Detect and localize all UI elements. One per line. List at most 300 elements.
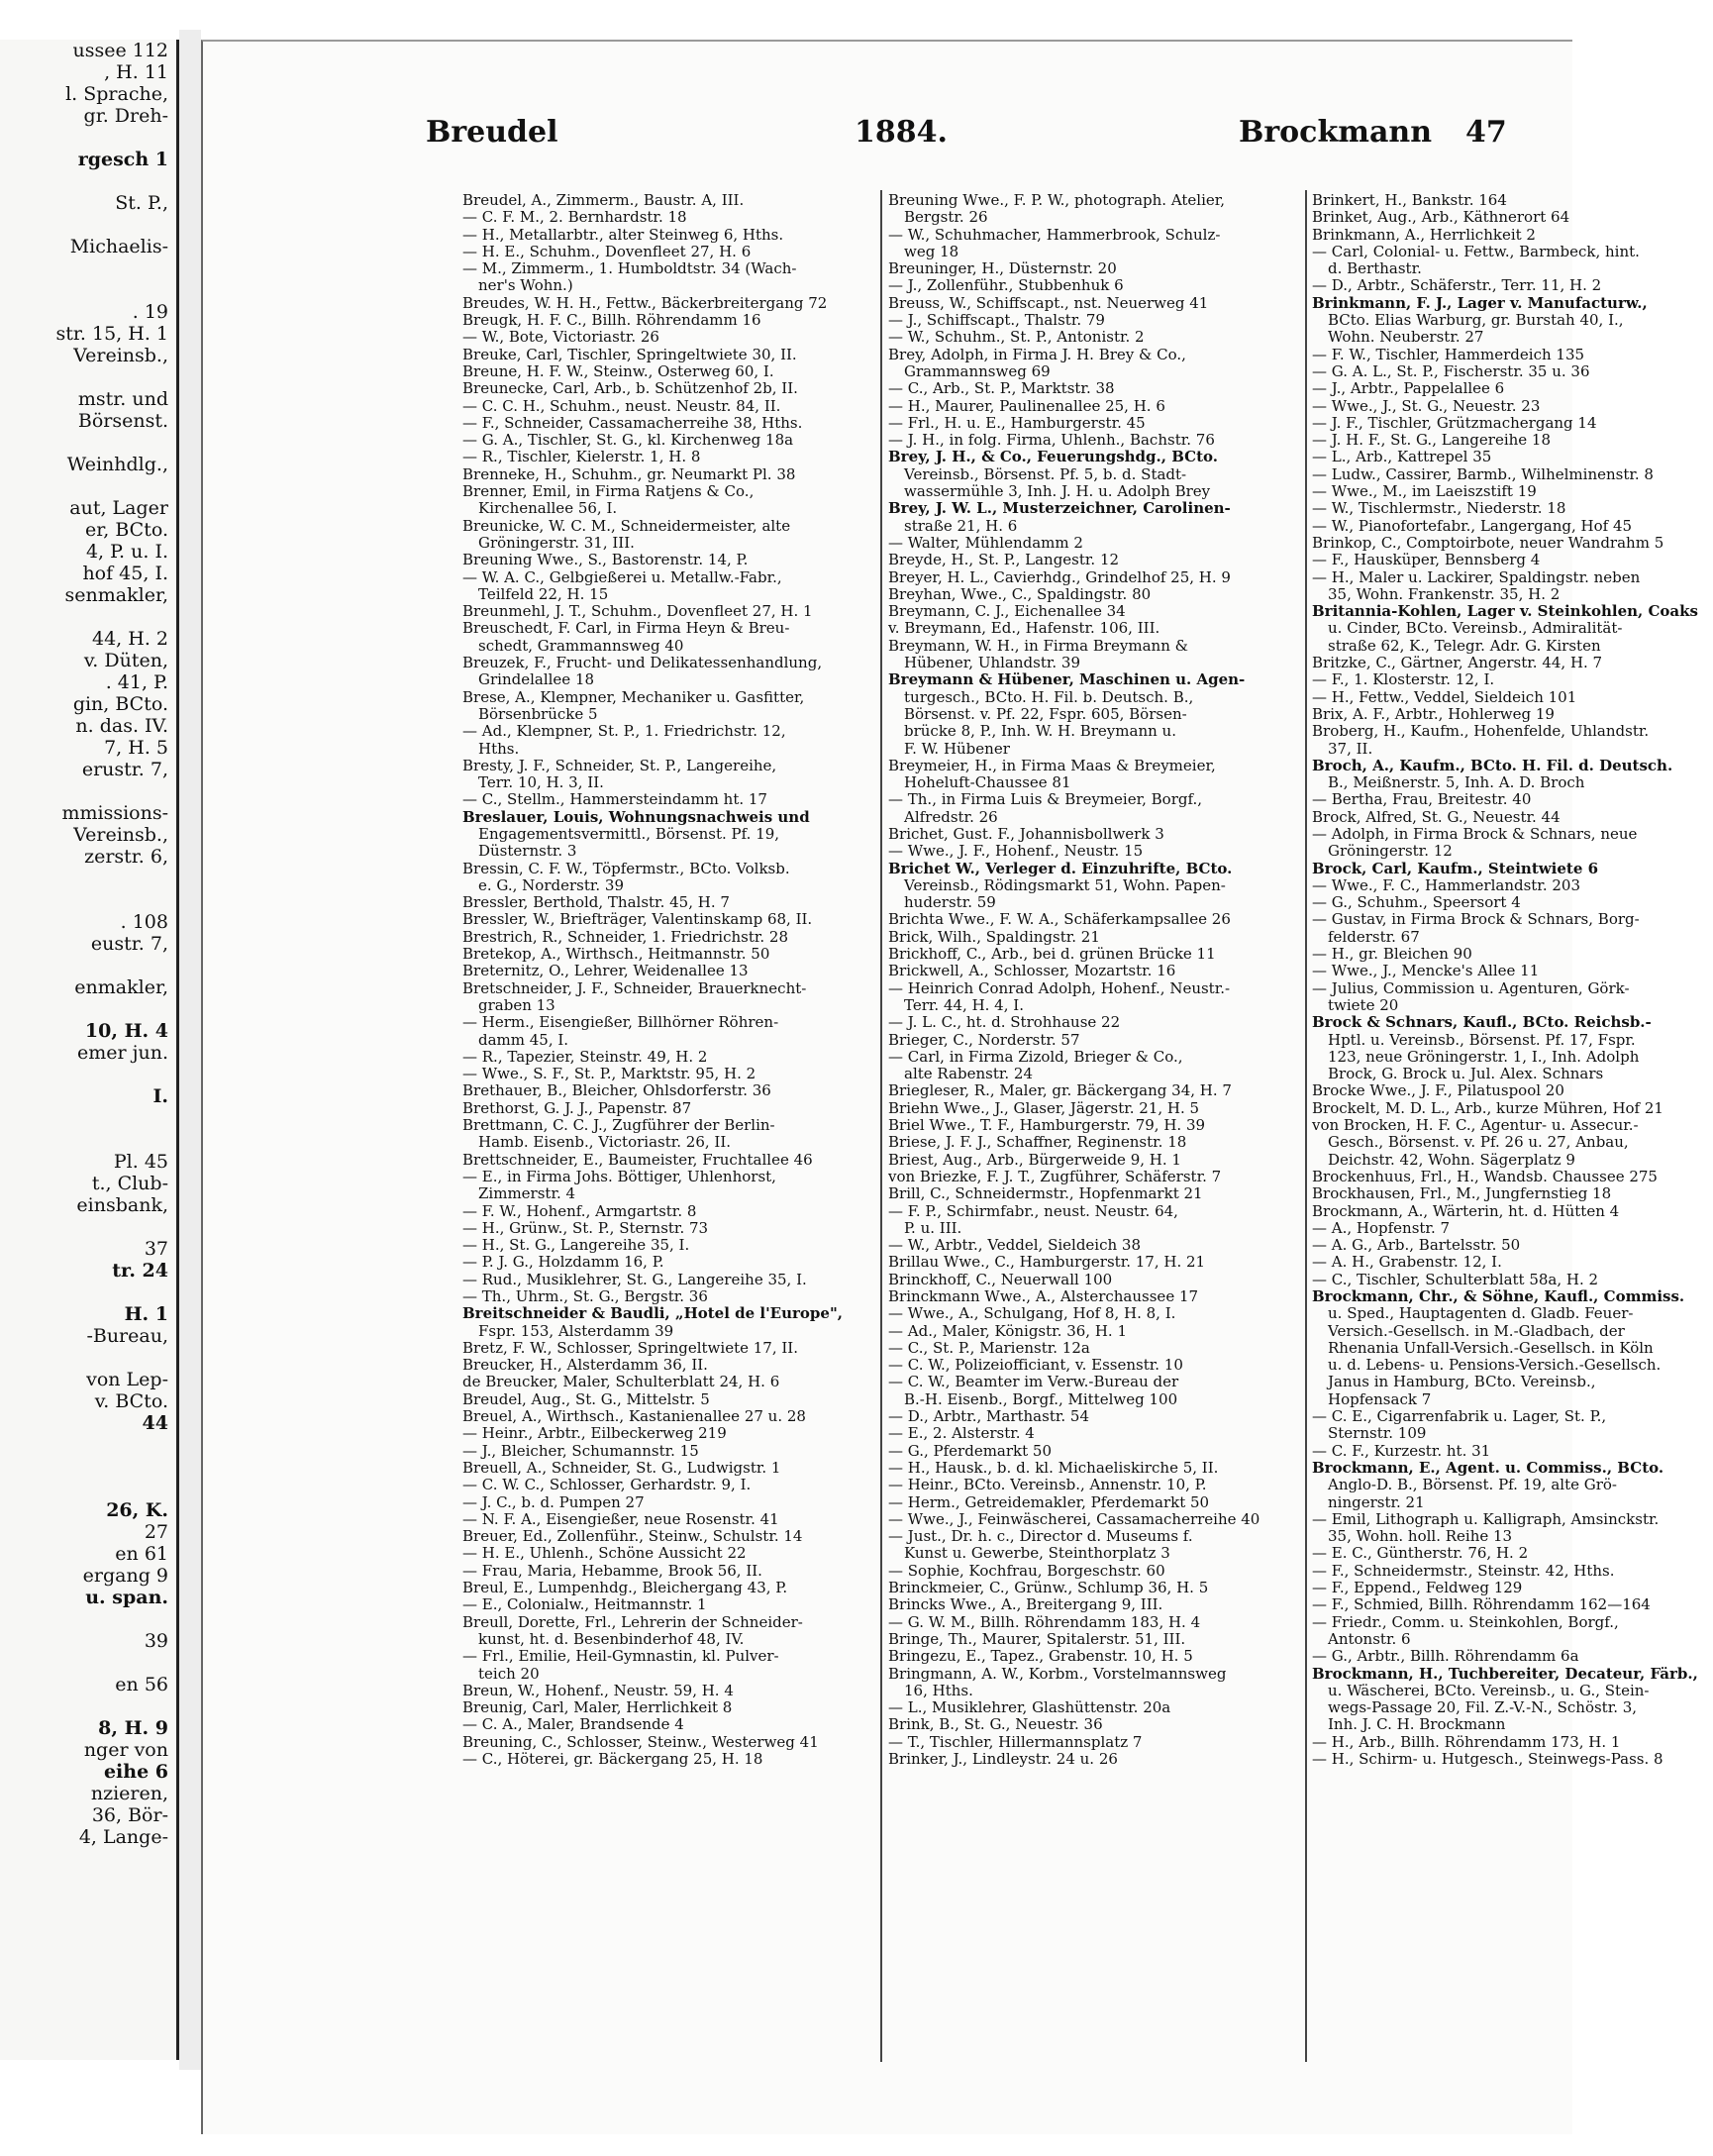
- directory-entry-line: — Carl, in Firma Zizold, Brieger & Co.,: [888, 1047, 1183, 1066]
- directory-entry-line: Brill, C., Schneidermstr., Hopfenmarkt 21: [888, 1184, 1203, 1203]
- directory-entry-line: Grindelallee 18: [478, 670, 595, 689]
- prev-page-line: . 19: [132, 301, 168, 323]
- directory-entry-line: — R., Tischler, Kielerstr. 1, H. 8: [462, 448, 701, 466]
- prev-page-line: [0, 1608, 176, 1630]
- directory-entry-line: Teilfeld 22, H. 15: [478, 584, 609, 603]
- directory-entry-line: Zimmerstr. 4: [478, 1184, 576, 1203]
- directory-entry-line: Brey, Adolph, in Firma J. H. Brey & Co.,: [888, 345, 1186, 363]
- directory-entry-line: Brethauer, B., Bleicher, Ohlsdorferstr. 36: [462, 1081, 771, 1100]
- directory-entry-line: — C. E., Cigarrenfabrik u. Lager, St. P.,: [1312, 1407, 1607, 1426]
- directory-entry-line: v. Breymann, Ed., Hafenstr. 106, III.: [888, 619, 1160, 638]
- directory-entry-line: — T., Tischler, Hillermannsplatz 7: [888, 1732, 1143, 1751]
- prev-page-line: Vereinsb.,: [73, 345, 168, 366]
- directory-entry-line: Breuning, C., Schlosser, Steinw., Westerweg 41: [462, 1732, 819, 1751]
- directory-entry-line: Britzke, C., Gärtner, Angerstr. 44, H. 7: [1312, 654, 1603, 672]
- directory-entry-line: Bresty, J. F., Schneider, St. P., Langereihe,: [462, 756, 777, 774]
- directory-entry-line: ningerstr. 21: [1328, 1492, 1425, 1511]
- directory-entry-line: Breyer, H. L., Cavierhdg., Grindelhof 25, H. 9: [888, 567, 1231, 586]
- directory-entry-line: — Emil, Lithograph u. Kalligraph, Amsinckstr.: [1312, 1509, 1660, 1528]
- page-header: [203, 115, 1574, 164]
- column-left: [462, 192, 870, 2054]
- directory-entry-line: Gesch., Börsenst. v. Pf. 26 u. 27, Anbau,: [1328, 1133, 1629, 1152]
- directory-entry-line: Brockmann, E., Agent. u. Commiss., BCto.: [1312, 1458, 1664, 1477]
- directory-entry-line: — Herm., Getreidemakler, Pferdemarkt 50: [888, 1492, 1210, 1511]
- directory-entry-line: Brettmann, C. C. J., Zugführer der Berlin-: [462, 1116, 775, 1135]
- directory-entry-line: — Walter, Mühlendamm 2: [888, 533, 1083, 552]
- directory-entry-line: Brenneke, H., Schuhm., gr. Neumarkt Pl. 38: [462, 464, 796, 483]
- directory-entry-line: Alfredstr. 26: [904, 807, 998, 826]
- directory-entry-line: — Wwe., J., St. G., Neuestr. 23: [1312, 396, 1541, 415]
- directory-entry-line: — F., Hausküper, Bennsberg 4: [1312, 551, 1541, 569]
- directory-entry-line: Brockmann, H., Tuchbereiter, Decateur, Färb.,: [1312, 1664, 1698, 1683]
- directory-entry-line: Brix, A. F., Arbtr., Hohlerweg 19: [1312, 704, 1555, 723]
- directory-entry-line: — G., Pferdemarkt 50: [888, 1441, 1052, 1460]
- header-first-entry: Breudel: [426, 115, 558, 150]
- directory-entry-line: damm 45, I.: [478, 1030, 569, 1049]
- directory-entry-line: Breyde, H., St. P., Langestr. 12: [888, 551, 1120, 569]
- prev-page-line: . 108: [120, 911, 168, 933]
- prev-page-line: [0, 1216, 176, 1238]
- prev-page-line: einsbank,: [76, 1194, 168, 1216]
- directory-entry-line: — Sophie, Kochfrau, Borgeschstr. 60: [888, 1561, 1165, 1580]
- directory-entry-line: Breuss, W., Schiffscapt., nst. Neuerweg 41: [888, 293, 1209, 312]
- directory-entry-line: Deichstr. 42, Wohn. Sägerplatz 9: [1328, 1150, 1575, 1169]
- directory-entry-line: — Th., in Firma Luis & Breymeier, Borgf.,: [888, 790, 1203, 809]
- directory-entry-line: Breymann, C. J., Eichenallee 34: [888, 602, 1126, 621]
- directory-entry-line: — G., Schuhm., Speersort 4: [1312, 893, 1521, 912]
- directory-entry-line: — J. H., in folg. Firma, Uhlenh., Bachstr. 76: [888, 431, 1215, 450]
- directory-entry-line: — C. W., Polizeiofficiant, v. Essenstr. 10: [888, 1356, 1183, 1375]
- directory-entry-line: 16, Hths.: [904, 1681, 973, 1699]
- header-year: 1884.: [855, 115, 948, 150]
- directory-entry-line: — C. W., Beamter im Verw.-Bureau der: [888, 1373, 1179, 1391]
- directory-entry-line: — Wwe., A., Schulgang, Hof 8, H. 8, I.: [888, 1304, 1176, 1323]
- directory-entry-line: — L., Musiklehrer, Glashüttenstr. 20a: [888, 1698, 1171, 1717]
- directory-entry-line: weg 18: [904, 242, 959, 260]
- prev-page-line: [0, 1848, 176, 1870]
- prev-page-line: erustr. 7,: [81, 759, 168, 780]
- directory-entry-line: Brocke Wwe., J. F., Pilatuspool 20: [1312, 1081, 1564, 1100]
- directory-entry-line: B., Meißnerstr. 5, Inh. A. D. Broch: [1328, 773, 1585, 792]
- directory-entry-line: Brese, A., Klempner, Mechaniker u. Gasfitter,: [462, 687, 805, 706]
- directory-entry-line: huderstr. 59: [904, 893, 996, 912]
- prev-page-line: Vereinsb.,: [73, 824, 168, 846]
- prev-page-line: l. Sprache,: [65, 83, 168, 105]
- directory-entry-line: — G. A., Tischler, St. G., kl. Kirchenweg 18a: [462, 431, 794, 450]
- directory-entry-line: — F. W., Tischler, Hammerdeich 135: [1312, 345, 1585, 363]
- directory-entry-line: ner's Wohn.): [478, 276, 573, 295]
- directory-entry-line: — G. A. L., St. P., Fischerstr. 35 u. 36: [1312, 361, 1590, 380]
- directory-entry-line: Börsenbrücke 5: [478, 704, 598, 723]
- directory-entry-line: — J., Bleicher, Schumannstr. 15: [462, 1441, 699, 1460]
- directory-entry-line: Britannia-Kohlen, Lager v. Steinkohlen, Coaks: [1312, 602, 1698, 621]
- directory-entry-line: — H., Schirm- u. Hutgesch., Steinwegs-Pass. 8: [1312, 1750, 1663, 1769]
- directory-entry-line: Breunecke, Carl, Arb., b. Schützenhof 2b, II.: [462, 379, 798, 398]
- directory-entry-line: — H., gr. Bleichen 90: [1312, 945, 1472, 964]
- directory-entry-line: — F., Schmied, Billh. Röhrendamm 162—164: [1312, 1595, 1651, 1614]
- directory-entry-line: de Breucker, Maler, Schulterblatt 24, H. 6: [462, 1373, 780, 1391]
- directory-entry-line: — Just., Dr. h. c., Director d. Museums f.: [888, 1527, 1193, 1546]
- directory-entry-line: Breucker, H., Alsterdamm 36, II.: [462, 1356, 708, 1375]
- directory-entry-line: — F. W., Hohenf., Armgartstr. 8: [462, 1201, 697, 1220]
- directory-entry-line: — Wwe., F. C., Hammerlandstr. 203: [1312, 875, 1580, 894]
- directory-entry-line: — H., Grünw., St. P., Sternstr. 73: [462, 1218, 709, 1237]
- directory-entry-line: Breuel, A., Wirthsch., Kastanienallee 27 u. 28: [462, 1407, 806, 1426]
- directory-entry-line: Brickwell, A., Schlosser, Mozartstr. 16: [888, 962, 1176, 980]
- directory-entry-line: — D., Arbtr., Marthastr. 54: [888, 1407, 1089, 1426]
- directory-entry-line: Brenner, Emil, in Firma Ratjens & Co.,: [462, 482, 755, 501]
- directory-entry-line: P. u. III.: [904, 1218, 962, 1237]
- directory-entry-line: Brichet, Gust. F., Johannisbollwerk 3: [888, 824, 1164, 843]
- directory-entry-line: Brick, Wilh., Spaldingstr. 21: [888, 927, 1100, 946]
- directory-entry-line: Vereinsb., Börsenst. Pf. 5, b. d. Stadt-: [904, 464, 1187, 483]
- prev-page-line: er, BCto.: [85, 519, 168, 541]
- directory-entry-line: — Ad., Maler, Königstr. 36, H. 1: [888, 1321, 1128, 1340]
- prev-page-line: en 61: [115, 1543, 168, 1565]
- prev-page-line: 39: [144, 1630, 168, 1652]
- directory-entry-line: — C., St. P., Marienstr. 12a: [888, 1338, 1090, 1357]
- prev-page-line: [0, 889, 176, 911]
- directory-entry-line: graben 13: [478, 995, 555, 1014]
- prev-page-line: [0, 955, 176, 976]
- directory-entry-line: Versich.-Gesellsch. in M.-Gladbach, der: [1328, 1321, 1625, 1340]
- directory-entry-line: Brinkop, C., Comptoirbote, neuer Wandrahm 5: [1312, 533, 1664, 552]
- directory-entry-line: — W. A. C., Gelbgießerei u. Metallw.-Fabr.,: [462, 567, 782, 586]
- directory-entry-line: Brethorst, G. J. J., Papenstr. 87: [462, 1098, 692, 1117]
- prev-page-line: eihe 6: [103, 1761, 168, 1783]
- directory-entry-line: Briegleser, R., Maler, gr. Bäckergang 34, H. 7: [888, 1081, 1232, 1100]
- column-middle: [888, 192, 1299, 2054]
- prev-page-line: 7, H. 5: [104, 737, 168, 759]
- prev-page-line: [0, 214, 176, 236]
- directory-entry-line: Bringezu, E., Tapez., Grabenstr. 10, H. 5: [888, 1647, 1193, 1666]
- directory-entry-line: — C. A., Maler, Brandsende 4: [462, 1715, 684, 1734]
- directory-entry-line: Breuke, Carl, Tischler, Springeltwiete 30, II.: [462, 345, 797, 363]
- directory-entry-line: d. Berthastr.: [1328, 259, 1422, 278]
- directory-entry-line: — C., Tischler, Schulterblatt 58a, H. 2: [1312, 1270, 1599, 1288]
- directory-entry-line: 123, neue Gröningerstr. 1, I., Inh. Adolph: [1328, 1047, 1640, 1066]
- directory-entry-line: Breuer, Ed., Zollenführ., Steinw., Schulstr. 14: [462, 1527, 803, 1546]
- directory-entry-line: Broberg, H., Kaufm., Hohenfelde, Uhlandstr.: [1312, 722, 1650, 741]
- directory-entry-line: Brieger, C., Norderstr. 57: [888, 1030, 1080, 1049]
- directory-entry-line: BCto. Elias Warburg, gr. Burstah 40, I.,: [1328, 311, 1624, 330]
- prev-page-line: en 56: [115, 1674, 168, 1695]
- prev-page-line: mstr. und: [77, 388, 168, 410]
- prev-page-line: gin, BCto.: [72, 693, 168, 715]
- prev-page-line: [0, 1434, 176, 1456]
- prev-page-line: [0, 1478, 176, 1499]
- directory-entry-line: Kirchenallee 56, I.: [478, 499, 618, 518]
- directory-entry-line: — J., Schiffscapt., Thalstr. 79: [888, 311, 1105, 330]
- directory-entry-line: — J. H. F., St. G., Langereihe 18: [1312, 431, 1552, 450]
- directory-entry-line: kunst, ht. d. Besenbinderhof 48, IV.: [478, 1629, 745, 1648]
- directory-entry-line: — Wwe., M., im Laeiszstift 19: [1312, 482, 1537, 501]
- prev-page-line: v. Düten,: [83, 650, 168, 671]
- prev-page-line: tr. 24: [112, 1260, 168, 1282]
- column-right: [1312, 192, 1713, 2054]
- directory-entry-line: Fspr. 153, Alsterdamm 39: [478, 1321, 674, 1340]
- directory-entry-line: Brock & Schnars, Kaufl., BCto. Reichsb.-: [1312, 1013, 1652, 1032]
- directory-entry-line: Briehn Wwe., J., Glaser, Jägerstr. 21, H. 5: [888, 1098, 1200, 1117]
- prev-page-line: [0, 1129, 176, 1151]
- directory-entry-line: Breugk, H. F. C., Billh. Röhrendamm 16: [462, 311, 761, 330]
- directory-entry-line: Briest, Aug., Arb., Bürgerweide 9, H. 1: [888, 1150, 1181, 1169]
- directory-entry-line: wegs-Passage 20, Fil. Z.-V.-N., Schöstr. 3,: [1328, 1698, 1638, 1717]
- prev-page-line: 44: [142, 1412, 168, 1434]
- directory-entry-line: Antonstr. 6: [1328, 1629, 1411, 1648]
- directory-entry-line: — L., Arb., Kattrepel 35: [1312, 448, 1492, 466]
- directory-entry-line: Breuning Wwe., S., Bastorenstr. 14, P.: [462, 551, 749, 569]
- directory-entry-line: — J. F., Tischler, Grützmachergang 14: [1312, 413, 1597, 432]
- directory-entry-line: Börsenst. v. Pf. 22, Fspr. 605, Börsen-: [904, 704, 1187, 723]
- directory-entry-line: — J., Arbtr., Pappelallee 6: [1312, 379, 1505, 398]
- directory-entry-line: — Wwe., J., Mencke's Allee 11: [1312, 962, 1540, 980]
- directory-entry-line: — C. F., Kurzestr. ht. 31: [1312, 1441, 1491, 1460]
- prev-page-line: I.: [152, 1085, 168, 1107]
- directory-entry-line: Briese, J. F. J., Schaffner, Reginenstr. 18: [888, 1133, 1187, 1152]
- directory-entry-line: straße 21, H. 6: [904, 516, 1018, 535]
- prev-page-line: emer jun.: [76, 1042, 168, 1064]
- directory-entry-line: — F., Schneider, Cassamacherreihe 38, Hths.: [462, 413, 803, 432]
- directory-entry-line: straße 62, K., Telegr. Adr. G. Kirsten: [1328, 636, 1601, 655]
- directory-entry-line: — F., 1. Klosterstr. 12, I.: [1312, 670, 1495, 689]
- directory-entry-line: — W., Pianofortefabr., Langergang, Hof 45: [1312, 516, 1633, 535]
- directory-entry-line: Bressin, C. F. W., Töpfermstr., BCto. Volksb.: [462, 859, 790, 877]
- directory-entry-line: — Th., Uhrm., St. G., Bergstr. 36: [462, 1287, 708, 1305]
- directory-entry-line: 35, Wohn. Frankenstr. 35, H. 2: [1328, 584, 1561, 603]
- prev-page-line: von Lep-: [86, 1369, 168, 1390]
- prev-page-line: Michaelis-: [69, 236, 168, 257]
- directory-entry-line: — H., Metallarbtr., alter Steinweg 6, Hths.: [462, 225, 784, 244]
- directory-entry-line: u. Wäscherei, BCto. Vereinsb., u. G., Stein-: [1328, 1681, 1650, 1699]
- prev-page-line: 4, Lange-: [78, 1826, 168, 1848]
- prev-page-line: nger von: [83, 1739, 168, 1761]
- prev-page-line: str. 15, H. 1: [55, 323, 168, 345]
- prev-page-line: ergang 9: [82, 1565, 168, 1587]
- directory-entry-line: Brichta Wwe., F. W. A., Schäferkampsallee 26: [888, 910, 1231, 929]
- prev-page-line: [0, 1107, 176, 1129]
- directory-entry-line: — G. W. M., Billh. Röhrendamm 183, H. 4: [888, 1612, 1201, 1631]
- directory-entry-line: Breudes, W. H. H., Fettw., Bäckerbreitergang 72: [462, 293, 828, 312]
- directory-entry-line: 37, II.: [1328, 739, 1373, 758]
- prev-page-line: [0, 366, 176, 388]
- directory-entry-line: — H., St. G., Langereihe 35, I.: [462, 1236, 690, 1255]
- directory-entry-line: — H., Fettw., Veddel, Sieldeich 101: [1312, 687, 1577, 706]
- directory-entry-line: Breymann, W. H., in Firma Breymann &: [888, 636, 1188, 655]
- prev-page-line: mmissions-: [61, 802, 168, 824]
- prev-page-line: [0, 606, 176, 628]
- directory-entry-line: — E., Colonialw., Heitmannstr. 1: [462, 1595, 707, 1614]
- prev-page-line: [0, 257, 176, 279]
- directory-entry-line: Brockhausen, Frl., M., Jungfernstieg 18: [1312, 1184, 1612, 1203]
- directory-page: [201, 40, 1698, 2134]
- directory-entry-line: Brock, G. Brock u. Jul. Alex. Schnars: [1328, 1065, 1604, 1083]
- prev-page-line: [0, 1695, 176, 1717]
- directory-entry-line: — Friedr., Comm. u. Steinkohlen, Borgf.,: [1312, 1612, 1619, 1631]
- directory-entry-line: Breull, Dorette, Frl., Lehrerin der Schneider-: [462, 1612, 803, 1631]
- directory-entry-line: Brinckmeier, C., Grünw., Schlump 36, H. 5: [888, 1579, 1209, 1597]
- directory-entry-line: — C., Arb., St. P., Marktstr. 38: [888, 379, 1115, 398]
- directory-entry-line: Brock, Alfred, St. G., Neuestr. 44: [1312, 807, 1561, 826]
- directory-entry-line: Brinckhoff, C., Neuerwall 100: [888, 1270, 1113, 1288]
- directory-entry-line: Bressler, W., Briefträger, Valentinskamp 68, II.: [462, 910, 813, 929]
- directory-entry-line: — W., Schuhmacher, Hammerbrook, Schulz-: [888, 225, 1221, 244]
- directory-entry-line: — Wwe., J., Feinwäscherei, Cassamacherreihe 40: [888, 1509, 1260, 1528]
- directory-entry-line: Brinckmann Wwe., A., Alsterchaussee 17: [888, 1287, 1199, 1305]
- directory-entry-line: Hoheluft-Chaussee 81: [904, 773, 1071, 792]
- directory-entry-line: Brincks Wwe., A., Breitergang 9, III.: [888, 1595, 1163, 1614]
- directory-entry-line: — J. C., b. d. Pumpen 27: [462, 1492, 645, 1511]
- directory-entry-line: — A., Hopfenstr. 7: [1312, 1218, 1451, 1237]
- prev-page-line: 4, P. u. I.: [85, 541, 168, 563]
- directory-entry-line: Bretz, F. W., Schlosser, Springeltwiete 17, II.: [462, 1338, 798, 1357]
- directory-entry-line: Brey, J. H., & Co., Feuerungshdg., BCto.: [888, 448, 1218, 466]
- directory-entry-line: Breudel, Aug., St. G., Mittelstr. 5: [462, 1389, 710, 1408]
- directory-entry-line: Brockmann, Chr., & Söhne, Kaufl., Commiss.: [1312, 1287, 1685, 1305]
- directory-entry-line: Engagementsvermittl., Börsenst. Pf. 19,: [478, 824, 780, 843]
- directory-entry-line: — E., 2. Alsterstr. 4: [888, 1424, 1035, 1443]
- directory-entry-line: Breternitz, O., Lehrer, Weidenallee 13: [462, 962, 749, 980]
- directory-entry-line: Brichet W., Verleger d. Einzuhrifte, BCto.: [888, 859, 1233, 877]
- directory-entry-line: Brickhoff, C., Arb., bei d. grünen Brücke 11: [888, 945, 1216, 964]
- directory-entry-line: — H., Maler u. Lackirer, Spaldingstr. neben: [1312, 567, 1641, 586]
- directory-entry-line: — C. F. M., 2. Bernhardstr. 18: [462, 208, 687, 227]
- directory-entry-line: Rhenania Unfall-Versich.-Gesellsch. in Köln: [1328, 1338, 1654, 1357]
- directory-entry-line: Hopfensack 7: [1328, 1389, 1432, 1408]
- directory-entry-line: Breul, E., Lumpenhdg., Bleichergang 43, P.: [462, 1579, 788, 1597]
- prev-page-line: [0, 279, 176, 301]
- prev-page-line: [0, 1456, 176, 1478]
- prev-page-line: senmakler,: [64, 584, 168, 606]
- directory-entry-line: — J., Zollenführ., Stubbenhuk 6: [888, 276, 1124, 295]
- directory-entry-line: e. G., Norderstr. 39: [478, 875, 625, 894]
- prev-page-line: [0, 998, 176, 1020]
- directory-entry-line: Breyhan, Wwe., C., Spaldingstr. 80: [888, 584, 1152, 603]
- prev-page-line: [0, 432, 176, 454]
- directory-entry-line: Breuell, A., Schneider, St. G., Ludwigstr. 1: [462, 1458, 781, 1477]
- directory-entry-line: Grammannsweg 69: [904, 361, 1051, 380]
- directory-entry-line: — R., Tapezier, Steinstr. 49, H. 2: [462, 1047, 708, 1066]
- directory-entry-line: Hptl. u. Vereinsb., Börsenst. Pf. 17, Fspr.: [1328, 1030, 1636, 1049]
- directory-entry-line: u. Cinder, BCto. Vereinsb., Admiralität-: [1328, 619, 1623, 638]
- directory-entry-line: Janus in Hamburg, BCto. Vereinsb.,: [1328, 1373, 1596, 1391]
- directory-entry-line: Brink, B., St. G., Neuestr. 36: [888, 1715, 1103, 1734]
- directory-entry-line: Brockenhuus, Frl., H., Wandsb. Chaussee 275: [1312, 1167, 1658, 1185]
- directory-entry-line: — Heinr., BCto. Vereinsb., Annenstr. 10, P.: [888, 1476, 1207, 1494]
- directory-entry-line: Breuning Wwe., F. P. W., photograph. Atelier,: [888, 191, 1226, 209]
- directory-entry-line: Brettschneider, E., Baumeister, Fruchtallee 46: [462, 1150, 813, 1169]
- directory-entry-line: — E. C., Güntherstr. 76, H. 2: [1312, 1544, 1529, 1563]
- prev-page-line: Pl. 45: [113, 1151, 168, 1173]
- directory-entry-line: Sternstr. 109: [1328, 1424, 1427, 1443]
- prev-page-line: rgesch 1: [77, 149, 168, 170]
- directory-entry-line: Gröningerstr. 31, III.: [478, 533, 635, 552]
- directory-entry-line: Breuschedt, F. Carl, in Firma Heyn & Breu-: [462, 619, 790, 638]
- directory-entry-line: Brinker, J., Lindleystr. 24 u. 26: [888, 1750, 1118, 1769]
- directory-entry-line: Breune, H. F. W., Steinw., Osterweg 60, I.: [462, 361, 774, 380]
- directory-entry-line: von Briezke, F. J. T., Zugführer, Schäferstr. 7: [888, 1167, 1222, 1185]
- directory-entry-line: — Adolph, in Firma Brock & Schnars, neue: [1312, 824, 1638, 843]
- prev-page-line: H. 1: [124, 1303, 168, 1325]
- directory-entry-line: Düsternstr. 3: [478, 842, 577, 861]
- directory-entry-line: Brey, J. W. L., Musterzeichner, Carolinen-: [888, 499, 1231, 518]
- directory-entry-line: — Herm., Eisengießer, Billhörner Röhren-: [462, 1013, 779, 1032]
- directory-entry-line: — H., Hausk., b. d. kl. Michaeliskirche 5, II.: [888, 1458, 1219, 1477]
- directory-entry-line: — Gustav, in Firma Brock & Schnars, Borg-: [1312, 910, 1640, 929]
- directory-entry-line: twiete 20: [1328, 995, 1399, 1014]
- header-last-entry: Brockmann: [1239, 115, 1433, 150]
- directory-entry-line: — F., Schneidermstr., Steinstr. 42, Hths.: [1312, 1561, 1615, 1580]
- prev-page-line: St. P.,: [115, 192, 168, 214]
- prev-page-line: u. span.: [85, 1587, 168, 1608]
- directory-entry-line: — Rud., Musiklehrer, St. G., Langereihe 35, I.: [462, 1270, 807, 1288]
- prev-page-line: ussee 112: [72, 40, 168, 61]
- directory-entry-line: — H., Arb., Billh. Röhrendamm 173, H. 1: [1312, 1732, 1621, 1751]
- directory-entry-line: Bringe, Th., Maurer, Spitalerstr. 51, III.: [888, 1629, 1186, 1648]
- column-rule-1: [880, 190, 882, 2062]
- prev-page-line: hof 45, I.: [82, 563, 168, 584]
- directory-entry-line: Hamb. Eisenb., Victoriastr. 26, II.: [478, 1133, 732, 1152]
- directory-entry-line: Bretekop, A., Wirthsch., Heitmannstr. 50: [462, 945, 770, 964]
- prev-page-line: 44, H. 2: [92, 628, 168, 650]
- prev-page-line: , H. 11: [104, 61, 168, 83]
- directory-entry-line: Brockelt, M. D. L., Arb., kurze Mühren, Hof 21: [1312, 1098, 1663, 1117]
- directory-entry-line: Anglo-D. B., Börsenst. Pf. 19, alte Grö-: [1328, 1476, 1618, 1494]
- directory-entry-line: — C. C. H., Schuhm., neust. Neustr. 84, II.: [462, 396, 781, 415]
- directory-entry-line: 35, Wohn. holl. Reihe 13: [1328, 1527, 1513, 1546]
- directory-entry-line: — G., Arbtr., Billh. Röhrendamm 6a: [1312, 1647, 1579, 1666]
- directory-entry-line: — Frl., Emilie, Heil-Gymnastin, kl. Pulver-: [462, 1647, 779, 1666]
- directory-entry-line: Vereinsb., Rödingsmarkt 51, Wohn. Papen-: [904, 875, 1226, 894]
- prev-page-line: -Bureau,: [86, 1325, 168, 1347]
- prev-page-line: n. das. IV.: [75, 715, 168, 737]
- directory-entry-line: — Bertha, Frau, Breitestr. 40: [1312, 790, 1532, 809]
- directory-entry-line: teich 20: [478, 1664, 540, 1683]
- directory-entry-line: wassermühle 3, Inh. J. H. u. Adolph Brey: [904, 482, 1211, 501]
- directory-entry-line: Breunicke, W. C. M., Schneidermeister, alte: [462, 516, 791, 535]
- directory-entry-line: felderstr. 67: [1328, 927, 1420, 946]
- directory-entry-line: Breuninger, H., Düsternstr. 20: [888, 259, 1117, 278]
- prev-page-line: v. BCto.: [94, 1390, 168, 1412]
- directory-entry-line: von Brocken, H. F. C., Agentur- u. Assecur.-: [1312, 1116, 1639, 1135]
- prev-page-line: Börsenst.: [77, 410, 168, 432]
- directory-entry-line: Bergstr. 26: [904, 208, 988, 227]
- directory-entry-line: Brockmann, A., Wärterin, ht. d. Hütten 4: [1312, 1201, 1620, 1220]
- column-rule-2: [1305, 190, 1307, 2062]
- directory-entry-line: Brinkert, H., Bankstr. 164: [1312, 191, 1507, 209]
- directory-entry-line: — Wwe., S. F., St. P., Marktstr. 95, H. 2: [462, 1065, 756, 1083]
- prev-page-line: [0, 1652, 176, 1674]
- directory-entry-line: Brinkmann, F. J., Lager v. Manufacturw.,: [1312, 293, 1648, 312]
- prev-page-line: 26, K.: [106, 1499, 168, 1521]
- directory-entry-line: Brock, Carl, Kaufm., Steintwiete 6: [1312, 859, 1599, 877]
- prev-page-line: [0, 1064, 176, 1085]
- directory-entry-line: Breunmehl, J. T., Schuhm., Dovenfleet 27, H. 1: [462, 602, 813, 621]
- directory-entry-line: Breslauer, Louis, Wohnungsnachweis und: [462, 807, 810, 826]
- directory-entry-line: — F. P., Schirmfabr., neust. Neustr. 64,: [888, 1201, 1178, 1220]
- directory-entry-line: Hübener, Uhlandstr. 39: [904, 654, 1080, 672]
- directory-entry-line: — C., Stellm., Hammersteindamm ht. 17: [462, 790, 767, 809]
- directory-entry-line: F. W. Hübener: [904, 739, 1010, 758]
- directory-entry-line: Brestrich, R., Schneider, 1. Friedrichstr. 28: [462, 927, 789, 946]
- directory-entry-line: — Heinrich Conrad Adolph, Hohenf., Neustr.-: [888, 978, 1231, 997]
- prev-page-line: zerstr. 6,: [84, 846, 168, 868]
- prev-page-line: t., Club-: [91, 1173, 168, 1194]
- directory-entry-line: u. Sped., Hauptagenten d. Gladb. Feuer-: [1328, 1304, 1634, 1323]
- directory-entry-line: Terr. 10, H. 3, II.: [478, 773, 604, 792]
- directory-entry-line: — H. E., Schuhm., Dovenfleet 27, H. 6: [462, 242, 752, 260]
- prev-page-line: 37: [144, 1238, 168, 1260]
